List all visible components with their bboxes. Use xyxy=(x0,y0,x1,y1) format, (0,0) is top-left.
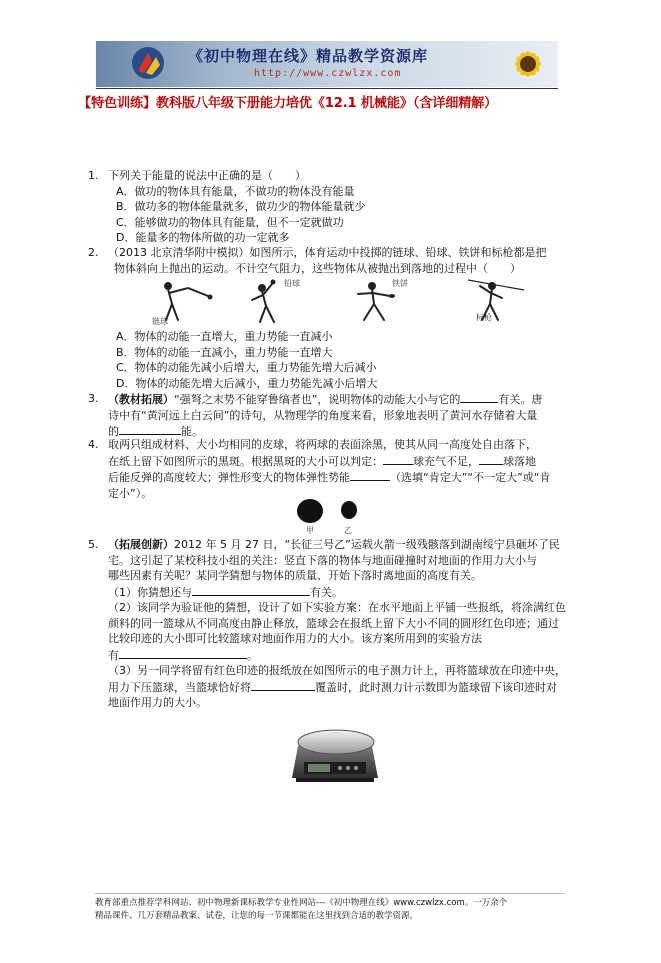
option-b: B．物体的动能一直减小，重力势能一直增大 xyxy=(116,345,333,359)
question-text: 有关。唐 xyxy=(498,393,543,406)
javelin-figure xyxy=(458,276,528,326)
question-text: 宅。这引起了某校科技小组的关注：竖直下落的物体与地面碰撞时对地面的作用力大小与 xyxy=(108,553,537,567)
answer-blank[interactable] xyxy=(460,391,498,403)
question-text: 有 xyxy=(108,648,119,662)
question-text: 哪些因素有关呢？某同学猜想与物体的质量、开始下落时离地面的高度有关。 xyxy=(108,569,482,582)
banner-title: 《初中物理在线》精品教学资源库 xyxy=(188,47,429,65)
question-tag: （拓展创新） xyxy=(108,538,174,551)
option-c: C．能够做功的物体具有能量，但不一定就做功 xyxy=(116,215,344,229)
question-5 xyxy=(88,537,578,711)
question-text: （选填“肯定大”“不一定大”或“肯 xyxy=(390,471,551,484)
header-divider xyxy=(96,88,558,89)
option-c: C．物体的动能先减小后增大，重力势能先增大后减小 xyxy=(116,361,377,374)
question-text: 。 xyxy=(247,648,258,662)
question-2-options xyxy=(108,329,548,391)
footer-line: 教育部重点推荐学科网站、初中物理新课标教学专业性网站---《初中物理在线》www.czwlzx.com。一万余个 xyxy=(95,898,508,908)
question-text: 诗中有“黄河远上白云间”的诗句，从物理学的角度来看，形象地表明了黄河水存储着大量 xyxy=(108,408,538,422)
question-number: 2. xyxy=(88,246,99,259)
ball-prints-figure xyxy=(294,497,364,533)
answer-blank[interactable] xyxy=(251,679,315,691)
black-spots-icon xyxy=(294,497,364,527)
page-title: 【特色训练】教科版八年级下册能力培优《12.1 机械能》（含详细精解） xyxy=(78,96,498,111)
question-text: 地面作用力的大小。 xyxy=(108,696,207,709)
question-number: 3. xyxy=(88,392,99,405)
answer-blank[interactable] xyxy=(119,423,181,435)
question-text: 用力下压篮球，当篮球恰好将 xyxy=(108,680,251,694)
question-stem: 下列关于能量的说法中正确的是（ ） xyxy=(108,169,306,182)
question-text: 球落地 xyxy=(503,454,536,468)
question-text: 2012 年 5 月 27 日，“长征三号乙”运载火箭一级残骸落到湖南绥宁县砸坏了民 xyxy=(174,538,560,551)
electronic-scale-icon xyxy=(290,716,380,792)
question-3 xyxy=(88,391,578,440)
hammer-throw-figure xyxy=(148,276,218,326)
option-b: B．做功多的物体能量就多，做功少的物体能量就少 xyxy=(116,200,366,213)
question-tag: （教材拓展） xyxy=(108,393,174,406)
question-text: （1）你猜想还与 xyxy=(108,585,192,599)
electronic-scale-figure xyxy=(290,716,380,792)
question-text: “强弩之末势不能穿鲁缟者也”，说明物体的动能大小与它的 xyxy=(174,393,461,406)
athletes-figure xyxy=(148,276,530,326)
figure-label: 链球 xyxy=(152,317,168,326)
option-d: D．物体的动能先增大后减小，重力势能先减小后增大 xyxy=(116,376,378,390)
option-d: D．能量多的物体所做的功一定就多 xyxy=(116,231,290,244)
answer-blank[interactable] xyxy=(119,647,247,659)
answer-blank[interactable] xyxy=(383,453,413,465)
question-text: 颜料的同一篮球从不同高度由静止释放，篮球会在报纸上留下大小不同的圆形红色印迹；通过 xyxy=(108,616,559,630)
question-text: 后能反弹的高度较大；弹性形变大的物体弹性势能 xyxy=(108,471,350,484)
site-logo-icon xyxy=(130,45,166,81)
answer-blank[interactable] xyxy=(350,469,390,481)
question-stem-line1: （2013 北京清华附中模拟）如图所示，体育运动中投掷的链球、铅球、铁饼和标枪都是把 xyxy=(108,246,547,259)
footer-divider xyxy=(95,893,565,894)
question-text: 定小”）。 xyxy=(108,486,153,500)
shot-put-figure xyxy=(240,276,310,326)
question-number: 1. xyxy=(88,169,99,182)
option-a: A．物体的动能一直增大，重力势能一直减小 xyxy=(116,330,333,343)
javelin-thrower-icon xyxy=(458,276,528,326)
banner-url[interactable]: http://www.czwlzx.com xyxy=(254,68,402,79)
question-stem-line2: 物体斜向上抛出的运动。不计空气阻力，这些物体从被抛出到落地的过程中（ ） xyxy=(114,261,521,275)
question-4 xyxy=(88,437,578,501)
page-footer xyxy=(95,897,565,923)
option-a: A．做功的物体具有能量，不做功的物体没有能量 xyxy=(116,184,355,198)
site-banner xyxy=(96,41,558,87)
question-2 xyxy=(88,245,578,276)
figure-label: 标枪 xyxy=(476,313,492,322)
answer-blank[interactable] xyxy=(192,584,310,596)
question-text: 能。 xyxy=(181,425,203,438)
question-text: 覆盖时，此时测力计示数即为篮球留下该印迹时对 xyxy=(315,680,557,694)
question-number: 4. xyxy=(88,438,99,451)
question-text: 比较印迹的大小即可比较篮球对地面作用力的大小。该方案所用到的实验方法 xyxy=(108,632,482,645)
question-text: （3）另一同学将留有红色印迹的报纸放在如图所示的电子测力计上，再将篮球放在印迹中央， xyxy=(108,664,566,677)
footer-line: 精品课件、几万套精品教案、试卷，让您的每一节课都能在这里找到合适的教学资源。 xyxy=(95,911,419,921)
figure-label: 甲 xyxy=(306,526,314,535)
figure-label: 乙 xyxy=(344,526,352,535)
question-text: 球充气不足， xyxy=(413,454,479,468)
question-text: 有关。 xyxy=(310,585,343,599)
discus-figure xyxy=(348,276,418,326)
question-text: （2）该同学为验证他的猜想，设计了如下实验方案：在水平地面上平铺一些报纸，将涂满红色 xyxy=(108,601,566,614)
answer-blank[interactable] xyxy=(479,453,503,465)
question-text: 的 xyxy=(108,425,119,438)
figure-label: 铁饼 xyxy=(392,279,408,288)
sunflower-icon xyxy=(502,43,554,85)
question-1 xyxy=(88,168,548,246)
question-text: 取两只组成材料、大小均相同的皮球，将两球的表面涂黑，使其从同一高度处自由落下， xyxy=(108,438,537,451)
question-number: 5. xyxy=(88,538,99,551)
question-text: 在纸上留下如图所示的黑斑。根据黑斑的大小可以判定： xyxy=(108,454,383,468)
figure-label: 铅球 xyxy=(284,279,300,288)
